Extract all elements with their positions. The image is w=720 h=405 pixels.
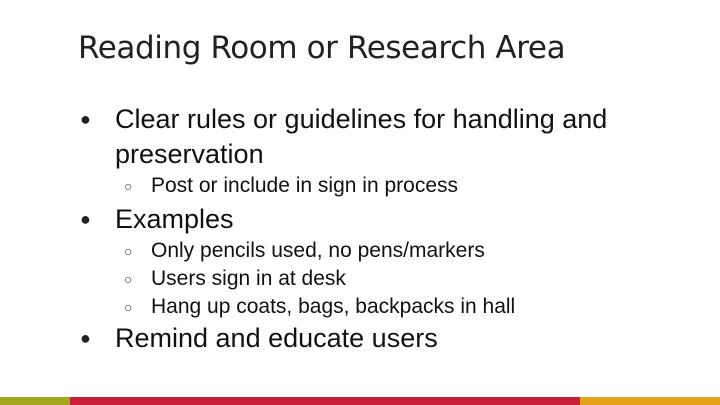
sub-bullet-item	[80, 265, 680, 293]
sub-bullet-circle-icon: ○	[124, 178, 133, 194]
sub-bullet-item	[80, 293, 680, 321]
sub-bullet-text: Hang up coats, bags, backpacks in hall	[151, 295, 516, 318]
sub-bullet-text: Post or include in sign in process	[151, 174, 458, 197]
footer-segment-crimson	[70, 397, 580, 405]
slide-title: Reading Room or Research Area	[78, 30, 566, 66]
bullet-item	[80, 202, 680, 237]
sub-bullet-item	[80, 237, 680, 265]
bullet-item	[80, 321, 680, 356]
sub-bullet-circle-icon: ○	[124, 299, 133, 315]
bullet-text: Examples	[115, 204, 234, 234]
bullet-item	[80, 102, 680, 172]
footer-color-bar	[0, 397, 720, 405]
bullet-text: Clear rules or guidelines for handling and preservation	[115, 104, 608, 169]
sub-bullet-item	[80, 172, 680, 200]
bullet-dot-icon: ●	[80, 209, 91, 229]
bullet-dot-icon: ●	[80, 328, 91, 348]
sub-bullet-text: Only pencils used, no pens/markers	[151, 239, 485, 262]
footer-segment-gold	[580, 397, 720, 405]
bullet-dot-icon: ●	[80, 109, 91, 129]
sub-bullet-circle-icon: ○	[124, 243, 133, 259]
sub-bullet-text: Users sign in at desk	[151, 267, 346, 290]
sub-bullet-circle-icon: ○	[124, 271, 133, 287]
bullet-text: Remind and educate users	[115, 323, 438, 353]
bullet-list	[80, 102, 680, 356]
footer-segment-olive	[0, 397, 70, 405]
